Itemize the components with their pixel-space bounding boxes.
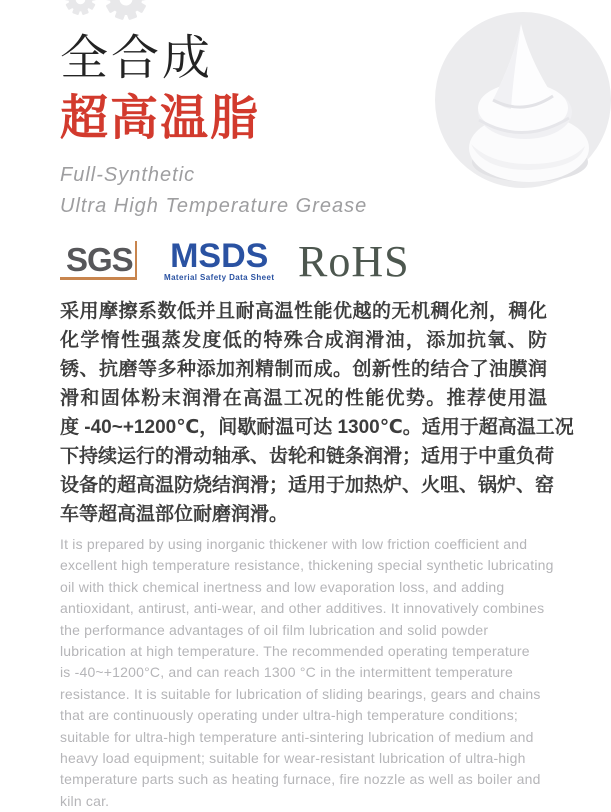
zh-text-line: 下持续运行的滑动轴承、齿轮和链条润滑；适用于中重负荷 [60,446,555,467]
description-english [60,534,554,812]
zh-text-line: 车等超高温部位耐磨润滑。 [60,504,289,525]
subtitle-line-1: Full-Synthetic [60,164,196,186]
msds-logo-subtext: Material Safety Data Sheet [164,273,275,282]
en-text-line: oil with thick chemical inertness and low evaporation loss, and adding [60,578,505,595]
zh-text-line: 锈、抗磨等多种添加剂精制而成。创新性的结合了油膜润 [60,359,547,380]
grease-swirl-image [435,12,611,188]
page-subtitle-en [60,160,367,222]
en-text-line: is -40~+1200°C, and can reach 1300 °C in the intermittent temperature [60,664,514,681]
msds-logo-text: MSDS [170,237,269,275]
en-text-line: excellent high temperature resistance, thickening special synthetic lubricating [60,557,554,574]
page-title-zh-red: 超高温脂 [60,92,261,145]
product-image [435,12,611,188]
en-text-line: the performance advantages of oil film lubrication and solid powder [60,621,489,638]
zh-text-line: 滑和固体粉末润滑在高温工况的性能优势。推荐使用温 [60,388,547,409]
sgs-logo-bar [135,241,137,277]
sgs-logo-text: SGS [66,241,133,278]
description-chinese [60,297,574,529]
en-text-line: resistance. It is suitable for lubrication of sliding bearings, gears and chains [60,685,541,702]
en-text-line: It is prepared by using inorganic thickener with low friction coefficient and [60,536,528,552]
zh-text-line: 化学惰性强蒸发度低的特殊合成润滑油，添加抗氧、防 [60,330,547,351]
rohs-certification-logo: RoHS [298,237,410,286]
en-text-line: kiln car. [60,792,110,809]
en-text-line: lubrication at high temperature. The recommended operating temperature [60,642,530,659]
zh-text-line: 采用摩擦系数低并且耐高温性能优越的无机稠化剂，稠化 [60,301,547,322]
subtitle-line-2: Ultra High Temperature Grease [60,195,368,217]
sgs-certification-logo [60,243,137,280]
zh-text-line: 设备的超高温防烧结润滑；适用于加热炉、火咀、锅炉、窑 [60,475,555,496]
en-text-line: temperature parts such as heating furnace, fire nozzle as well as boiler and [60,771,541,788]
en-text-line: antioxidant, antirust, anti-wear, and other additives. It innovatively combines [60,600,545,617]
gear-icon [101,0,151,24]
page-title-zh: 全合成 [60,32,214,85]
gear-icon [62,0,99,18]
en-text-line: heavy load equipment; suitable for wear-resistant lubrication of ultra-high [60,749,526,766]
en-text-line: that are continuously operating under ultra-high temperature conditions; [60,707,519,724]
zh-text-line: 度 -40~+1200℃，间歇耐温可达 1300℃。适用于超高温工况 [60,417,574,438]
en-text-line: suitable for ultra-high temperature anti-sintering lubrication of medium and [60,728,534,745]
msds-certification-logo [164,237,275,282]
